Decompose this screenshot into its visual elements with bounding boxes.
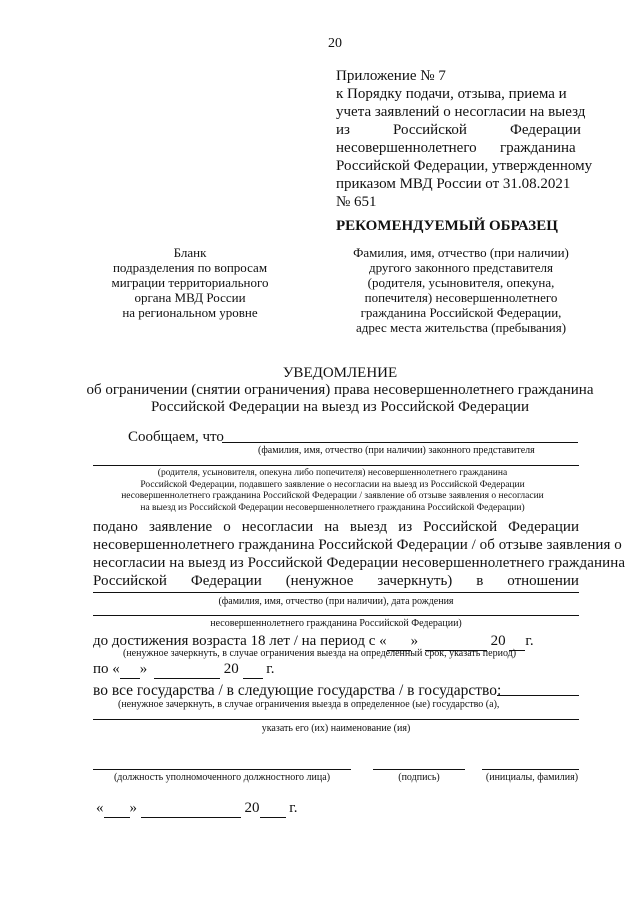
paragraph-line: несовершеннолетнего гражданина Российской Федерации / об отзыве заявления о <box>93 537 622 553</box>
quote-close: » <box>139 661 148 677</box>
position-fill-line[interactable] <box>93 769 351 770</box>
date-year-field[interactable] <box>260 799 286 818</box>
blank-line: Бланк <box>173 245 207 260</box>
blank-line: органа МВД России <box>134 290 246 305</box>
addressee-line: другого законного представителя <box>368 260 553 275</box>
date-year-prefix: 20 <box>244 800 260 816</box>
year-prefix: 20 <box>490 633 506 649</box>
minor-fill-line-2[interactable] <box>93 615 579 616</box>
representative-fill-line[interactable] <box>222 442 578 443</box>
blank-block <box>80 245 300 320</box>
appendix-title: Приложение № 7 <box>336 68 446 84</box>
paragraph-line <box>93 518 579 536</box>
date-month-field[interactable] <box>141 799 241 818</box>
paragraph-word: заявление <box>148 519 213 535</box>
period-end-text: по « <box>93 661 120 677</box>
paragraph-word: о <box>223 519 231 535</box>
hint-line: (родителя, усыновителя, опекуна либо попечителя) несовершеннолетнего гражданина <box>157 468 508 478</box>
age-period-text: до достижения возраста 18 лет / на период с « <box>93 633 387 649</box>
year-suffix: г. <box>266 661 275 677</box>
period-end-day-field[interactable] <box>120 660 140 679</box>
appendix-word: из <box>336 122 350 138</box>
period-end-line <box>93 660 275 679</box>
paragraph-word: на <box>324 519 339 535</box>
date-day-field[interactable] <box>104 799 130 818</box>
period-end-month-field[interactable] <box>154 660 220 679</box>
blank-line: миграции территориального <box>111 275 269 290</box>
hint-line: несовершеннолетнего гражданина Российской Федерации / заявление об отзыве заявления о несогласии <box>121 491 544 501</box>
addressee-block <box>330 245 592 335</box>
states-line: во все государства / в следующие государства / в государство: <box>93 682 502 699</box>
addressee-line: Фамилия, имя, отчество (при наличии) <box>353 245 569 260</box>
addressee-line: гражданина Российской Федерации, <box>360 305 562 320</box>
paragraph-word: выезд <box>349 519 388 535</box>
addressee-line: адрес места жительства (пребывания) <box>355 320 567 335</box>
page-number: 20 <box>328 36 342 51</box>
hint-initials: (инициалы, фамилия) <box>485 772 579 783</box>
signature-fill-line[interactable] <box>373 769 465 770</box>
appendix-line: учета заявлений о несогласии на выезд <box>336 104 586 120</box>
paragraph-word: из <box>398 519 413 535</box>
minor-fill-line[interactable] <box>93 592 579 593</box>
paragraph-word: Федерации <box>508 519 579 535</box>
hint-representative-details <box>80 468 585 514</box>
notice-title: УВЕДОМЛЕНИЕ <box>282 365 398 381</box>
hint-states: (ненужное зачеркнуть, в случае ограничения выезда в определенное (ые) государство (а), <box>118 699 500 710</box>
appendix-word: Российской <box>393 122 467 138</box>
appendix-word: Федерации <box>510 122 581 138</box>
initials-fill-line[interactable] <box>482 769 579 770</box>
states-fill-line[interactable] <box>497 695 579 696</box>
paragraph-word: отношении <box>507 573 579 589</box>
appendix-line: приказом МВД России от 31.08.2021 <box>336 176 571 192</box>
paragraph-word: Российской <box>423 519 498 535</box>
addressee-line: (родителя, усыновителя, опекуна, <box>367 275 555 290</box>
notice-subtitle: Российской Федерации на выезд из Российской Федерации <box>151 399 529 415</box>
paragraph-word: зачеркнуть) <box>377 573 453 589</box>
hint-line: на выезд из Российской Федерации несовершеннолетнего гражданина Российской Федерации) <box>140 502 525 513</box>
appendix-word: несовершеннолетнего <box>336 140 477 156</box>
hint-signature: (подпись) <box>398 772 440 783</box>
quote-close: » <box>410 633 419 649</box>
sample-heading: РЕКОМЕНДУЕМЫЙ ОБРАЗЕЦ <box>336 218 558 234</box>
blank-line: подразделения по вопросам <box>112 260 268 275</box>
appendix-word: гражданина <box>500 140 576 156</box>
paragraph-word: (ненужное <box>285 573 354 589</box>
date-quote-open: « <box>96 800 104 816</box>
hint-states-2: указать его (их) наименование (ия) <box>261 723 411 734</box>
hint-position: (должность уполномоченного должностного лица) <box>113 772 331 783</box>
states-fill-line-2[interactable] <box>93 719 579 720</box>
appendix-line: Российской Федерации, утвержденному <box>336 158 593 174</box>
date-quote-close: » <box>129 800 137 816</box>
paragraph-line <box>93 572 579 590</box>
year-prefix: 20 <box>223 661 239 677</box>
hint-period: (ненужное зачеркнуть, в случае ограничения выезда на определенный срок, указать период) <box>123 648 517 659</box>
hint-representative: (фамилия, имя, отчество (при наличии) законного представителя <box>258 445 535 456</box>
hint-line: Российской Федерации, подавшего заявление о несогласии на выезд из Российской Федерации <box>140 479 525 490</box>
paragraph-word: Российской <box>93 573 167 589</box>
date-year-suffix: г. <box>289 800 298 816</box>
hint-minor: (фамилия, имя, отчество (при наличии), дата рождения <box>218 596 454 607</box>
paragraph-word: несогласии <box>241 519 314 535</box>
representative-fill-line-2[interactable] <box>93 465 579 466</box>
paragraph-word: Федерации <box>190 573 262 589</box>
hint-minor-2: несовершеннолетнего гражданина Российской Федерации) <box>210 618 462 629</box>
appendix-line: к Порядку подачи, отзыва, приема и <box>336 86 567 102</box>
paragraph-line: несогласии на выезд из Российской Федерации несовершеннолетнего гражданина <box>93 555 626 571</box>
appendix-line: № 651 <box>336 194 377 210</box>
paragraph-word: в <box>476 573 484 589</box>
notice-subtitle: об ограничении (снятии ограничения) права несовершеннолетнего гражданина <box>86 382 594 398</box>
date-line <box>96 799 297 818</box>
period-end-year-field[interactable] <box>243 660 263 679</box>
paragraph-word: подано <box>93 519 138 535</box>
inform-label: Сообщаем, что <box>128 429 224 445</box>
addressee-line: попечителя) несовершеннолетнего <box>364 290 558 305</box>
blank-line: на региональном уровне <box>122 305 258 320</box>
year-suffix: г. <box>525 633 534 649</box>
